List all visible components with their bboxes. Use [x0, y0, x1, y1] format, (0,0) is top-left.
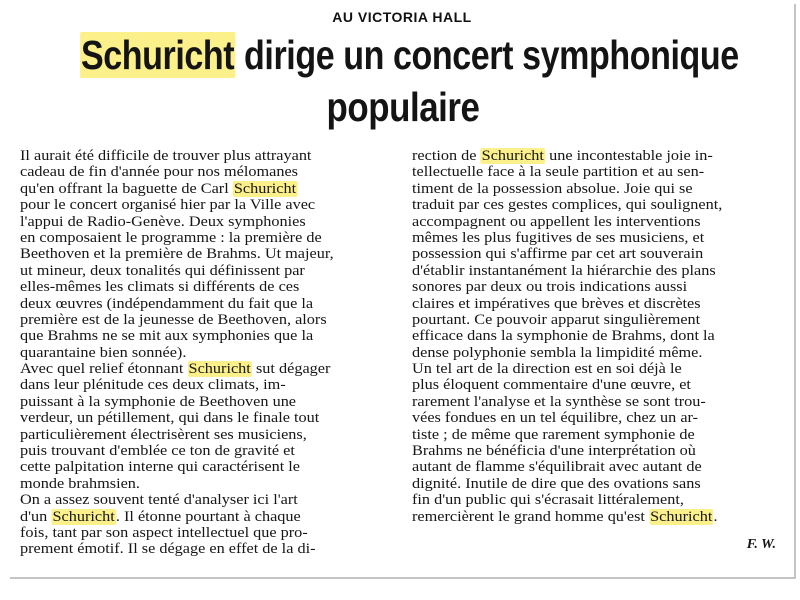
article-column-right	[412, 148, 786, 525]
article-line-text: Avec quel relief étonnant	[20, 361, 188, 378]
article-line: Un tel art de la direction est en soi déjà le	[412, 361, 682, 378]
article-line	[20, 181, 443, 197]
article-line: quarantaine bien sonnée).	[20, 344, 187, 361]
headline-line-1-rest: dirige un concert symphonique	[235, 32, 739, 78]
headline-line-1	[80, 29, 739, 81]
article-line: monde brahmsien.	[20, 475, 140, 492]
article-line: prement émotif. Il se dégage en effet de la di-	[20, 541, 316, 558]
article-line: sonores par deux ou trois indications aussi	[412, 279, 688, 296]
article-line: pour le concert organisé hier par la Ville avec	[20, 197, 316, 214]
article-line	[20, 509, 443, 525]
article-line: dignité. Inutile de dire que des ovations sans	[412, 475, 701, 492]
article-line: vées fondues en un tel équilibre, chez un ar-	[412, 410, 699, 427]
article-line: d'établir instantanément la hiérarchie des plans	[412, 262, 716, 279]
article-line	[412, 509, 800, 525]
article-line: tellectuelle face à la seule partition et au sen-	[412, 164, 705, 181]
article-line-text: . Il étonne pourtant à chaque	[115, 508, 301, 525]
headline-line-2: populaire	[326, 84, 480, 130]
article-line: claires et impératives que brèves et discrètes	[412, 295, 701, 312]
article-line	[412, 148, 800, 164]
article-line: première est de la jeunesse de Beethoven, alors	[20, 311, 327, 328]
article-line: efficace dans la symphonie de Brahms, dont la	[412, 328, 715, 345]
article-line: traduit par ces gestes complices, qui soulignent,	[412, 197, 723, 214]
article-line: puis trouvant d'emblée ce ton de gravité et	[20, 443, 295, 460]
section-kicker: AU VICTORIA HALL	[332, 9, 472, 25]
article-line: mêmes les plus fugitives de ses musiciens, et	[412, 229, 705, 246]
article-line: que Brahms ne se mit aux symphonies que la	[20, 328, 314, 345]
article-line: rarement l'analyse et la synthèse se sont trou-	[412, 393, 706, 410]
headline	[14, 29, 792, 133]
article-line: Il aurait été difficile de trouver plus attrayant	[20, 148, 312, 164]
article-line: On a assez souvent tenté d'analyser ici l'art	[20, 492, 298, 509]
article-line: Beethoven et la première de Brahms. Ut majeur,	[20, 246, 334, 263]
article-line: en composaient le programme : la première de	[20, 229, 322, 246]
article-line-text: remercièrent le grand homme qu'est	[412, 508, 649, 525]
article-line: dans leur plénitude ces deux climats, im-	[20, 377, 286, 394]
article-line: accompagnent ou appellent les interventions	[412, 213, 701, 230]
article-line-text: rection de	[412, 148, 481, 164]
highlighted-name: Schuricht	[481, 148, 544, 164]
article-line: elles-mêmes les climats si différents de ces	[20, 279, 300, 296]
author-signature: F. W.	[746, 537, 776, 552]
article-column-left	[20, 148, 398, 558]
article-line-text: .	[713, 508, 718, 525]
article-line-text: d'un	[20, 508, 52, 525]
article-line	[20, 361, 443, 377]
headline-highlighted-name: Schuricht	[80, 32, 235, 78]
article-line: deux œuvres (indépendamment du fait que la	[20, 295, 314, 312]
article-line-text: qu'en offrant la baguette de Carl	[20, 180, 233, 197]
highlighted-name: Schuricht	[52, 508, 115, 525]
article-line: possession qui s'affirme par cet art souverain	[412, 246, 704, 263]
newspaper-clipping	[10, 4, 796, 579]
article-line: timent de la possession absolue. Joie qui se	[412, 180, 693, 197]
article-line: particulièrement électrisèrent ses musiciens,	[20, 426, 307, 443]
article-line: fin d'un public qui s'écrasait littéralement,	[412, 492, 684, 509]
article-line-text: sut dégager	[251, 361, 331, 378]
article-line: autant de flamme s'équilibrait avec autant de	[412, 459, 702, 476]
article-line: puissant à la symphonie de Beethoven une	[20, 393, 297, 410]
article-line: cette palpitation interne qui caractérisent le	[20, 459, 301, 476]
highlighted-name: Schuricht	[233, 180, 297, 197]
article-line: plus éloquent commentaire d'une œuvre, et	[412, 377, 691, 394]
article-line: Brahms ne bénéficia d'une interprétation où	[412, 443, 696, 460]
article-line: dense polyphonie sembla la limpidité même.	[412, 344, 703, 361]
article-line-text: une incontestable joie in-	[545, 148, 713, 164]
article-line: fois, tant par son aspect intellectuel que pro-	[20, 524, 308, 541]
article-line: verdeur, un pétillement, qui dans le finale tout	[20, 410, 320, 427]
article-line: pourtant. Ce pouvoir apparut singulièrement	[412, 311, 701, 328]
article-line: tiste ; de même que rarement symphonie de	[412, 426, 695, 443]
article-line: ut mineur, deux tonalités qui définissent par	[20, 262, 305, 279]
article-line: cadeau de fin d'année pour nos mélomanes	[20, 164, 299, 181]
highlighted-name: Schuricht	[650, 508, 713, 525]
highlighted-name: Schuricht	[188, 361, 251, 378]
article-line: l'appui de Radio-Genève. Deux symphonies	[20, 213, 306, 230]
